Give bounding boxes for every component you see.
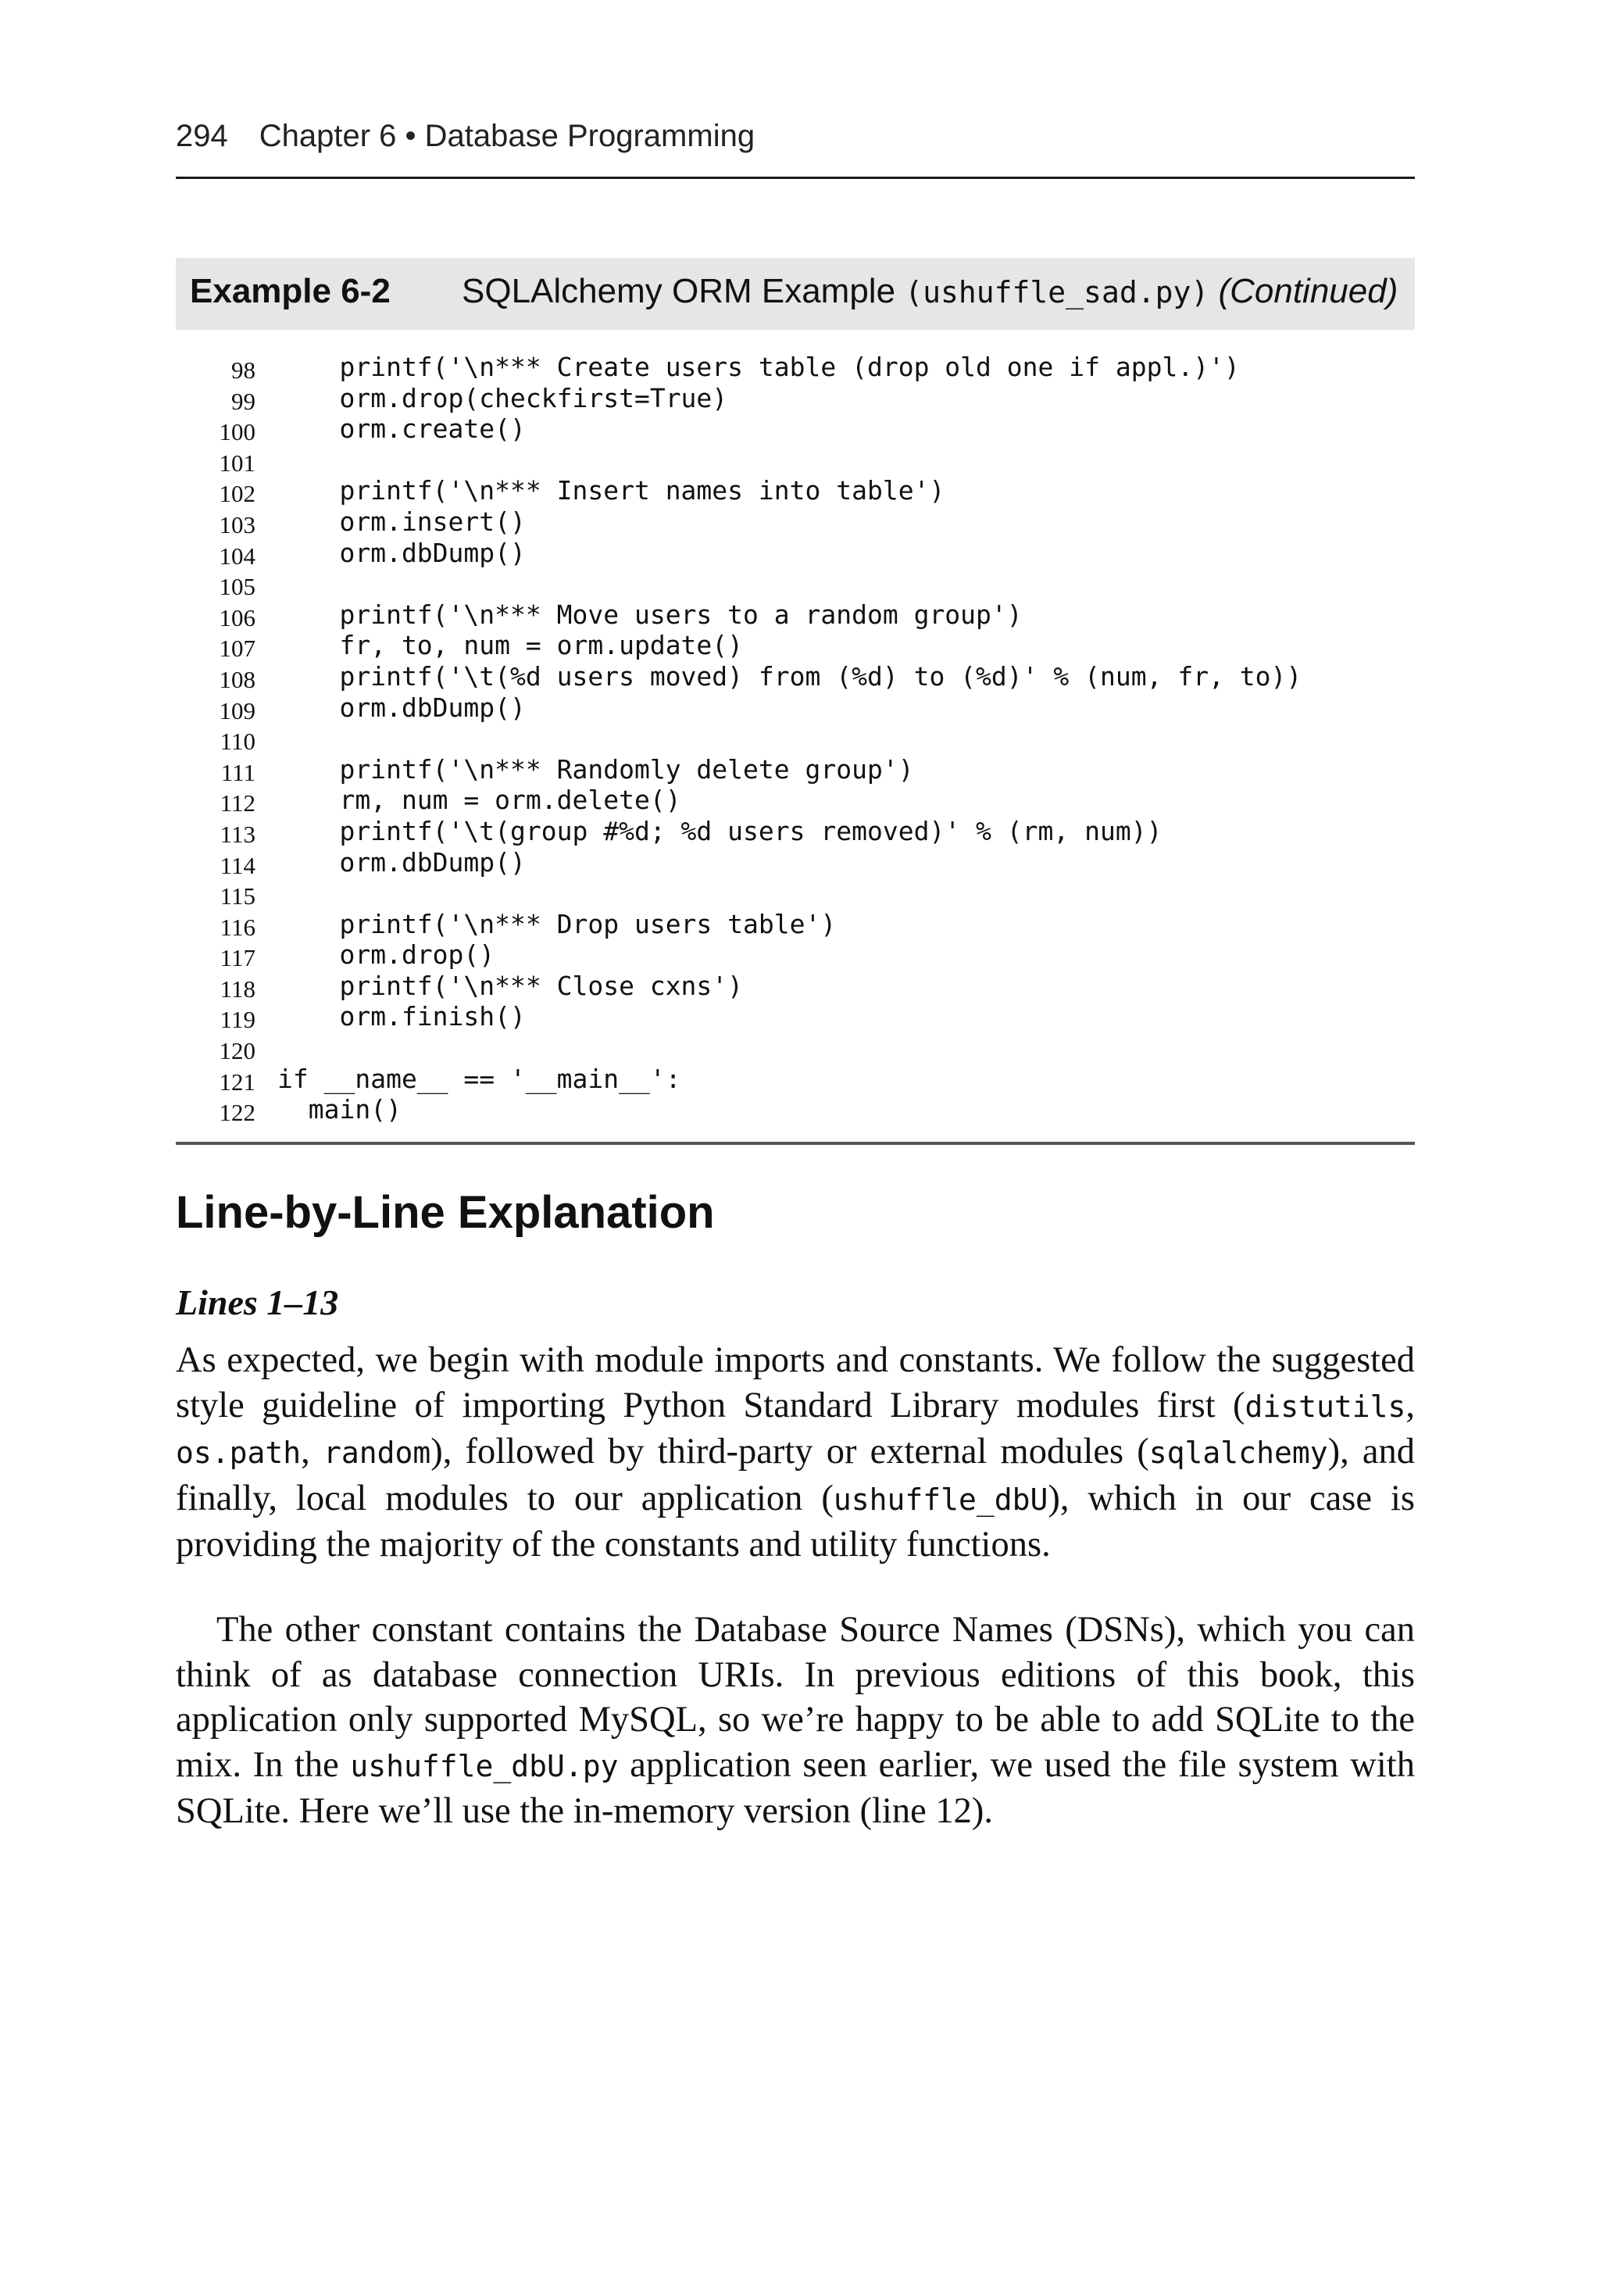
example-label: Example 6-2 — [190, 272, 391, 310]
line-number: 109 — [219, 696, 255, 724]
code-line — [176, 1001, 1415, 1032]
paragraph-1 — [176, 1338, 1415, 1568]
section-heading: Line-by-Line Explanation — [176, 1187, 715, 1238]
line-number: 98 — [231, 356, 255, 384]
code-listing — [176, 352, 1415, 1125]
text-run: ), followed by third-party or external modules ( — [430, 1432, 1149, 1472]
page-number: 294 — [176, 119, 228, 153]
header-rule — [176, 177, 1415, 179]
code-line — [176, 661, 1415, 692]
code-text: orm.dbDump() — [277, 692, 526, 723]
line-number: 104 — [219, 542, 255, 570]
code-text: printf('\n*** Move users to a random group') — [277, 599, 1023, 630]
code-text: rm, num = orm.delete() — [277, 785, 681, 816]
code-line — [176, 475, 1415, 506]
code-line — [176, 352, 1415, 383]
line-number: 110 — [220, 728, 255, 756]
text-run: As expected, we begin with module imports and constants. We follow the suggested style guideline of importing Python Standard Library modules first ( — [176, 1340, 1415, 1425]
code-text: orm.insert() — [277, 506, 526, 537]
example-continued: (Continued) — [1218, 272, 1398, 310]
code-line — [176, 630, 1415, 661]
code-line — [176, 939, 1415, 971]
code-line — [176, 723, 1415, 754]
code-inline: os.path — [176, 1436, 302, 1471]
example-title — [462, 272, 1398, 311]
code-line — [176, 754, 1415, 785]
line-number: 105 — [219, 573, 255, 601]
code-text: printf('\n*** Close cxns') — [277, 970, 744, 1001]
text-run: The other constant contains the Database Source Names (DSNs), which you can think of as database connection URIs. In previous editions of this book, this application only supported MySQL, so we’re happy to be able to add SQLite to the mix. In the — [176, 1610, 1415, 1785]
example-title-text: SQLAlchemy ORM Example — [462, 272, 905, 310]
code-text: orm.dbDump() — [277, 846, 526, 878]
code-line — [176, 599, 1415, 631]
code-text: orm.finish() — [277, 1001, 526, 1032]
text-run: application seen earlier, we used the file system with SQLite. Here we’ll use the in-memory version (line 12). — [176, 1744, 1415, 1832]
code-text: printf('\n*** Drop users table') — [277, 908, 837, 939]
code-text: printf('\t(%d users moved) from (%d) to (%d)' % (num, fr, to)) — [277, 660, 1302, 692]
code-text: orm.drop() — [277, 939, 495, 971]
code-line — [176, 692, 1415, 724]
line-number: 121 — [219, 1068, 255, 1096]
line-number: 122 — [219, 1099, 255, 1127]
line-number: 117 — [220, 944, 255, 972]
code-inline: sqlalchemy — [1148, 1436, 1328, 1471]
line-number: 100 — [219, 418, 255, 446]
line-number: 106 — [219, 603, 255, 631]
code-text: orm.dbDump() — [277, 537, 526, 568]
code-line — [176, 878, 1415, 909]
book-page — [176, 0, 1415, 2296]
subsection-heading: Lines 1–13 — [176, 1282, 339, 1322]
code-line — [176, 568, 1415, 599]
example-filename: (ushuffle_sad.py) — [905, 275, 1209, 309]
code-line — [176, 847, 1415, 878]
text-run: , — [1405, 1385, 1415, 1425]
code-line — [176, 445, 1415, 476]
line-number: 119 — [220, 1006, 255, 1034]
code-text: printf('\n*** Randomly delete group') — [277, 753, 914, 785]
code-text: if __name__ == '__main__': — [277, 1063, 681, 1094]
line-number: 112 — [220, 789, 255, 817]
line-number: 102 — [219, 480, 255, 508]
code-line — [176, 1032, 1415, 1064]
code-bottom-rule — [176, 1142, 1415, 1145]
chapter-title: Chapter 6 • Database Programming — [259, 119, 755, 153]
code-line — [176, 1094, 1415, 1125]
text-run: , — [301, 1432, 323, 1472]
example-caption — [176, 258, 1415, 330]
code-text: fr, to, num = orm.update() — [277, 630, 744, 661]
code-line — [176, 971, 1415, 1002]
code-text: printf('\n*** Insert names into table') — [277, 475, 945, 506]
code-text: orm.drop(checkfirst=True) — [277, 382, 728, 413]
code-inline: ushuffle_dbU.py — [350, 1748, 619, 1783]
line-number: 114 — [220, 851, 255, 879]
code-line — [176, 383, 1415, 414]
code-line — [176, 909, 1415, 940]
code-line — [176, 1064, 1415, 1095]
code-line — [176, 506, 1415, 538]
code-line — [176, 816, 1415, 847]
paragraph-2 — [176, 1608, 1415, 1834]
line-number: 118 — [220, 975, 255, 1003]
line-number: 108 — [219, 665, 255, 693]
code-line — [176, 785, 1415, 816]
code-text: printf('\t(group #%d; %d users removed)' % (rm, num)) — [277, 815, 1162, 846]
line-number: 113 — [220, 820, 255, 848]
line-number: 101 — [219, 449, 255, 477]
code-inline: ushuffle_dbU — [833, 1482, 1048, 1517]
code-inline: random — [323, 1436, 431, 1471]
line-number: 115 — [220, 882, 255, 910]
text-run: ), which in our case is providing the majority of the constants and utility functions. — [176, 1478, 1415, 1565]
code-text: printf('\n*** Create users table (drop old one if appl.)') — [277, 352, 1240, 382]
text-run: ), and finally, local modules to our application ( — [176, 1432, 1416, 1518]
line-number: 99 — [231, 387, 255, 415]
running-header — [176, 119, 1415, 154]
line-number: 103 — [219, 510, 255, 538]
line-number: 116 — [220, 913, 255, 941]
code-line — [176, 413, 1415, 445]
code-inline: distutils — [1245, 1389, 1406, 1424]
code-line — [176, 538, 1415, 569]
line-number: 107 — [219, 635, 255, 663]
line-number: 120 — [219, 1037, 255, 1065]
line-number: 111 — [220, 758, 255, 786]
code-text: main() — [277, 1094, 402, 1125]
code-text: orm.create() — [277, 413, 526, 445]
